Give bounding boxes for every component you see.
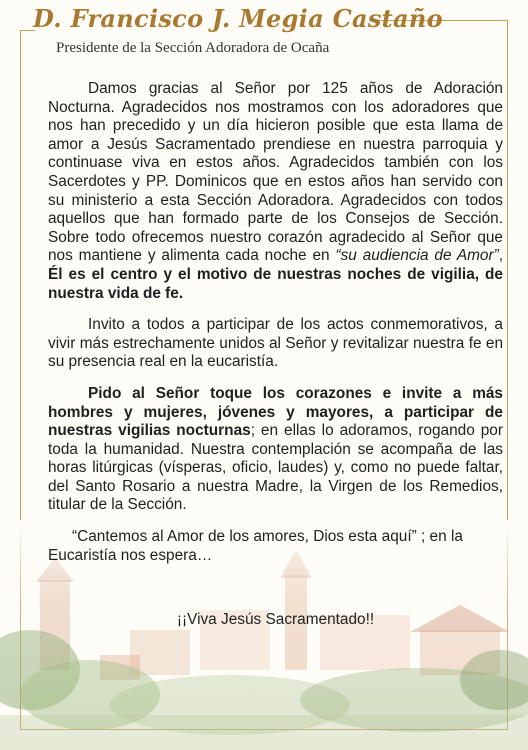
paragraph-prayer-text: ; en ellas lo adoramos, rogando por toda la humanidad. Nuestra contemplación se acompaña de las horas litúrgicas (vísperas, oficio, laudes) y, como no puede faltar, del Santo Rosario a nuestra Madre, la Virgen de los Remedios, titular de la Sección. <box>48 422 503 514</box>
paragraph-song: “Cantemos al Amor de los amores, Dios esta aquí” ; en la Eucaristía nos espera… <box>48 528 463 564</box>
paragraph-invitation: Invito a todos a participar de los actos conmemorativos, a vivir más estrechamente unidos al Señor y revitalizar nuestra fe en su presencia real en la eucaristía. <box>48 316 503 371</box>
closing-exclamation: ¡¡Viva Jesús Sacramentado!! <box>176 611 375 629</box>
page-subtitle: Presidente de la Sección Adoradora de Ocaña <box>56 40 330 56</box>
paragraph-prayer-emphasis: Pido al Señor toque los corazones e invite a más hombres y mujeres, jóvenes y mayores, a participar de nuestras vigilias nocturnas <box>48 384 503 440</box>
separator-text: , <box>498 247 504 265</box>
paragraph-thanks-text: Damos gracias al Señor por 125 años de Adoración Nocturna. Agradecidos nos mostramos con los adoradores que nos han precedido y un día hicieron posible que esta llama de amor a Jesús Sacramentado prendiese en nuestra parroquia y continuase viva en estos años. Agradecidos también con los Sacerdotes y PP. Dominicos que en estos años han servido con su ministerio a esta Sección Adoradora. Agradecidos con todos aquellos que han formado parte de los Consejos de Sección. Sobre todo ofrecemos nuestro corazón agradecido al Señor que nos mantiene y alimenta cada noche en <box>48 80 503 265</box>
paragraph-thanks-emphasis: Él es el centro y el motivo de nuestras noches de vigilia, de nuestra vida de fe. <box>48 265 503 302</box>
page-title: D. Francisco J. Megia Castaño <box>33 4 443 33</box>
paragraph-thanks <box>48 80 503 303</box>
paragraph-prayer <box>48 385 503 515</box>
letter-body <box>48 80 503 643</box>
quote-su-audiencia: “su audiencia de Amor” <box>335 247 499 265</box>
